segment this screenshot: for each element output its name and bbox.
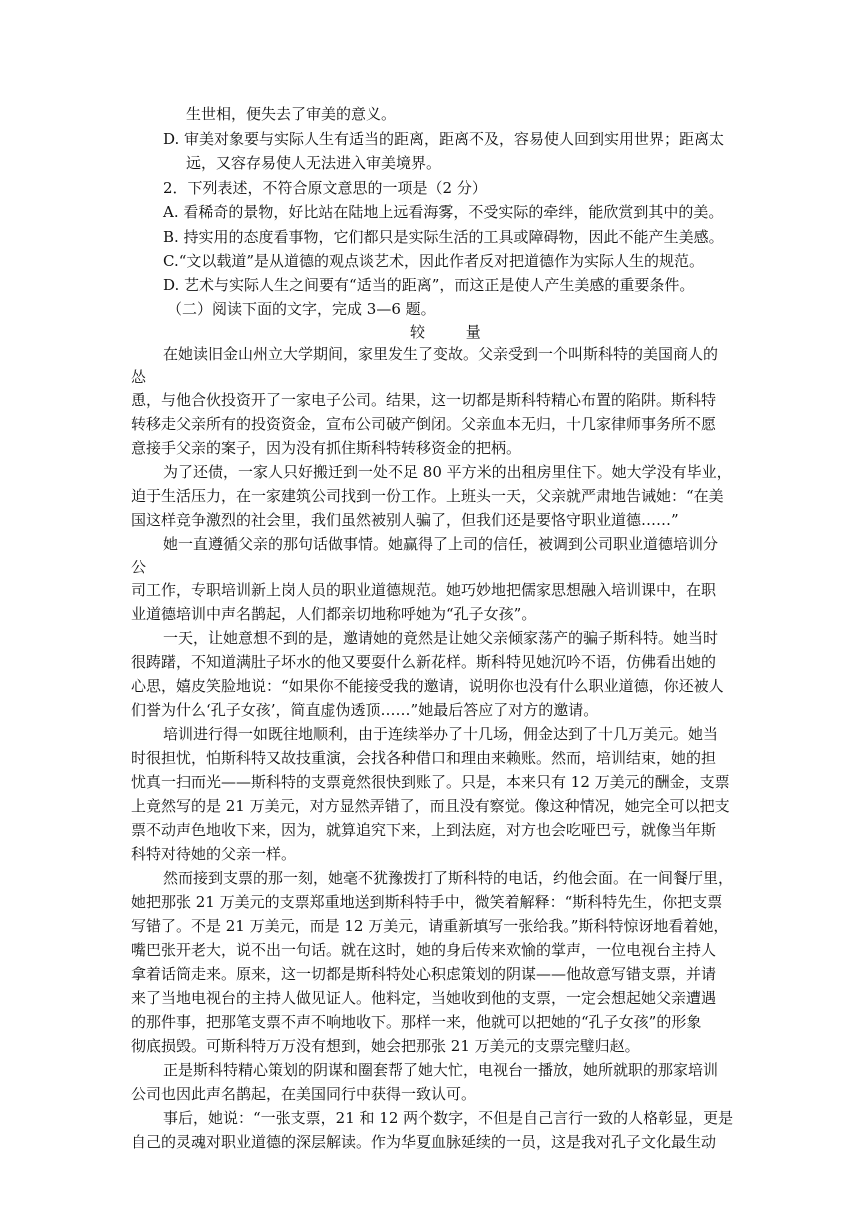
para-5-line-5: 票不动声色地收下来，因为，就算追究下来，上到法庭，对方也会吃哑巴亏，就像当年斯: [131, 821, 717, 839]
para-6-line-7: 的那件事，把那笔支票不声不响地收下。那样一来，他就可以把她的“孔子女孩”的形象: [131, 1013, 702, 1031]
para-6-line-2: 她把那张 21 万美元的支票郑重地送到斯科特手中，微笑着解释：“斯科特先生，你把支票: [131, 893, 723, 911]
para-3-line-1: 她一直遵循父亲的那句话做事情。她赢得了上司的信任，被调到公司职业道德培训分: [163, 535, 719, 553]
para-2-line-2: 迫于生活压力，在一家建筑公司找到一份工作。上班头一天，父亲就严肃地告诫她：“在美: [131, 487, 724, 505]
para-3-line-2: 司工作，专职培训新上岗人员的职业道德规范。她巧妙地把儒家思想融入培训课中，在职: [131, 581, 717, 599]
para-7-line-1: 正是斯科特精心策划的阴谋和圈套帮了她大忙，电视台一播放，她所就职的那家培训: [163, 1061, 719, 1079]
para-4-line-4: 们誉为什么‘孔子女孩’，简直虚伪透顶……”她最后答应了对方的邀请。: [131, 701, 599, 719]
option-d-line-1: D. 审美对象要与实际人生有适当的距离，距离不及，容易使人回到实用世界；距离太: [163, 130, 725, 148]
para-7-line-2: 公司也因此声名鹊起，在美国同行中获得一致认可。: [131, 1085, 477, 1103]
para-5-line-4: 上竟然写的是 21 万美元，对方显然弄错了，而且没有察觉。像这种情况，她完全可以把支: [131, 797, 730, 815]
para-1-line-2: 恿，与他合伙投资开了一家电子公司。结果，这一切都是斯科特精心布置的陷阱。斯科特: [131, 391, 717, 409]
para-1-line-3: 转移走父亲所有的投资资金，宣布公司破产倒闭。父亲血本无归，十几家律师事务所不愿: [131, 415, 717, 433]
para-3-line-3: 业道德培训中声名鹊起，人们都亲切地称呼她为“孔子女孩”。: [131, 605, 537, 623]
option-c-continuation: 生世相，便失去了审美的意义。: [186, 105, 397, 123]
q2-option-c: C.“文以载道”是从道德的观点谈艺术，因此作者反对把道德作为实际人生的规范。: [163, 252, 705, 270]
para-2-line-1: 为了还债，一家人只好搬迁到一处不足 80 平方米的出租房里住下。她大学没有毕业，: [163, 463, 732, 481]
para-4-line-3: 心思，嬉皮笑脸地说：“如果你不能接受我的邀请，说明你也没有什么职业道德，你还被人: [131, 677, 724, 695]
para-6-line-5: 拿着话筒走来。原来，这一切都是斯科特处心积虑策划的阴谋——他故意写错支票，并请: [131, 965, 717, 983]
para-6-line-1: 然而接到支票的那一刻，她毫不犹豫拨打了斯科特的电话，约他会面。在一间餐厅里，: [163, 869, 734, 887]
para-4-line-1: 一天，让她意想不到的是，邀请她的竟然是让她父亲倾家荡产的骗子斯科特。她当时: [163, 629, 719, 647]
para-5-line-3: 忧真一扫而光——斯科特的支票竟然很快到账了。只是，本来只有 12 万美元的酬金，支票: [131, 773, 730, 791]
passage-title: 较 量: [410, 323, 499, 341]
para-8-line-1: 事后，她说：“一张支票，21 和 12 两个数字，不但是自己言行一致的人格彰显，更是: [163, 1109, 734, 1127]
para-6-line-3: 写错了。不是 21 万美元，而是 12 万美元，请重新填写一张给我。”斯科特惊讶地看着她，: [131, 917, 729, 935]
para-4-line-2: 很踌躇，不知道满肚子坏水的他又要耍什么新花样。斯科特见她沉吟不语，仿佛看出她的: [131, 653, 717, 671]
q2-option-b: B. 持实用的态度看事物，它们都只是实际生活的工具或障碍物，因此不能产生美感。: [163, 228, 724, 246]
para-3-line-1b: 公: [131, 558, 147, 576]
para-5-line-1: 培训进行得一如既往地顺利，由于连续举办了十几场，佣金达到了十几万美元。她当: [163, 725, 719, 743]
para-5-line-6: 科特对待她的父亲一样。: [131, 845, 297, 863]
para-6-line-4: 嘴巴张开老大，说不出一句话。就在这时，她的身后传来欢愉的掌声，一位电视台主持人: [131, 941, 717, 959]
para-6-line-8: 彻底损毁。可斯科特万万没有想到，她会把那张 21 万美元的支票完璧归赵。: [131, 1037, 640, 1055]
para-8-line-2: 自己的灵魂对职业道德的深层解读。作为华夏血脉延续的一员，这是我对孔子文化最生动: [131, 1133, 717, 1151]
option-d-line-2: 远，又容存易使人无法进入审美境界。: [186, 154, 442, 172]
para-6-line-6: 来了当地电视台的主持人做见证人。他料定，当她收到他的支票，一定会想起她父亲遭遇: [131, 989, 717, 1007]
para-2-line-3: 国这样竞争激烈的社会里，我们虽然被别人骗了，但我们还是要恪守职业道德……”: [131, 511, 679, 529]
para-1-line-1b: 怂: [131, 368, 147, 386]
q2-option-a: A. 看稀奇的景物，好比站在陆地上远看海雾，不受实际的牵绊，能欣赏到其中的美。: [163, 203, 724, 221]
section-two-heading: （二）阅读下面的文字，完成 3—6 题。: [167, 300, 436, 318]
question-2: 2．下列表述，不符合原文意思的一项是（2 分）: [163, 179, 487, 197]
para-1-line-1: 在她读旧金山州立大学期间，家里发生了变故。父亲受到一个叫斯科特的美国商人的: [163, 345, 719, 363]
para-5-line-2: 时很担忧，怕斯科特又故技重演，会找各种借口和理由来赖账。然而，培训结束，她的担: [131, 749, 717, 767]
para-1-line-4: 意接手父亲的案子，因为没有抓住斯科特转移资金的把柄。: [131, 439, 522, 457]
q2-option-d: D. 艺术与实际人生之间要有“适当的距离”，而这正是使人产生美感的重要条件。: [163, 276, 695, 294]
